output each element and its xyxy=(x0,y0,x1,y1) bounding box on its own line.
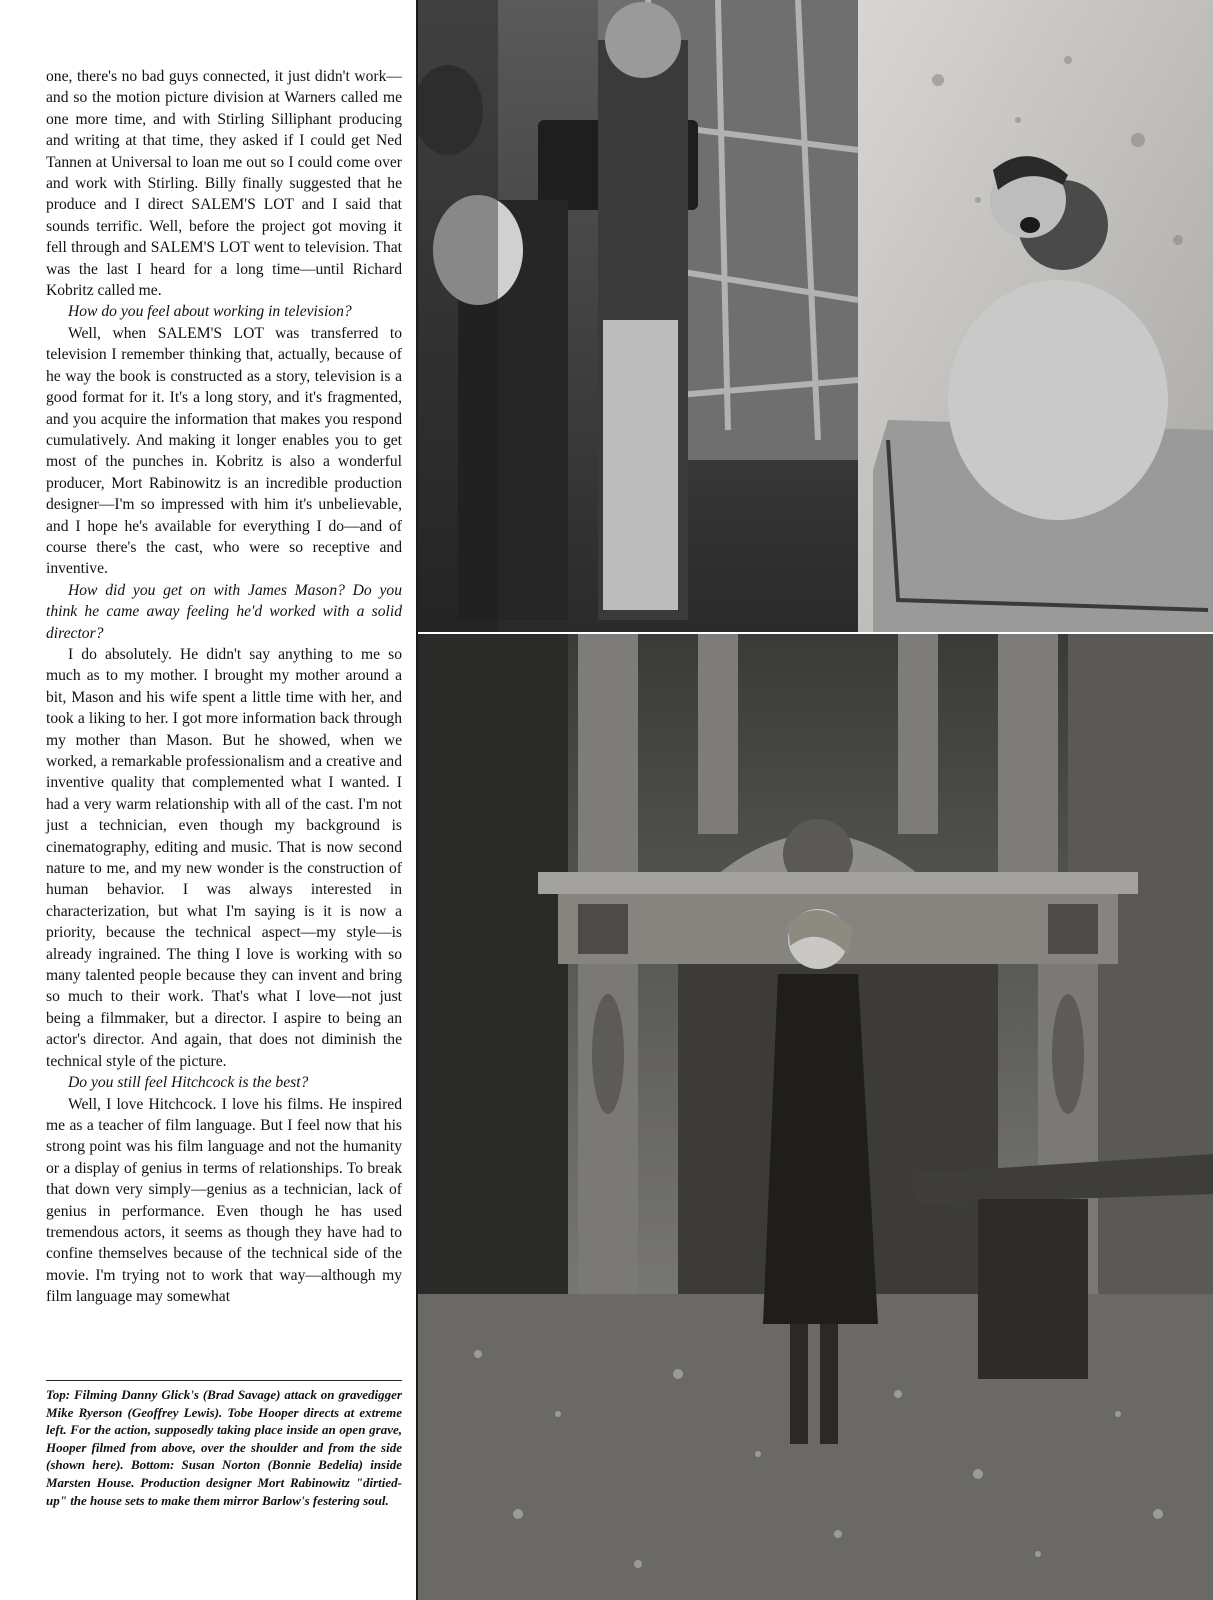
article-paragraph: one, there's no bad guys connected, it just didn't work—and so the motion picture division at Warners called me one more time, and with Stirling Silliphant producing and writing at that time, they asked if I could get Ned Tannen at Universal to loan me out so I could come over and work with Stirling. Billy finally suggested that he produce and I direct SALEM'S LOT and I said that sounds terrific. Well, before the project got moving it fell through and SALEM'S LOT went to television. That was the last I heard for a long time—until Richard Kobritz called me. xyxy=(46,68,402,300)
article-column xyxy=(46,66,402,1308)
photo-caption: Top: Filming Danny Glick's (Brad Savage) attack on gravedigger Mike Ryerson (Geoffrey Lewis). Tobe Hooper directs at extreme left. For the action, supposedly taking place inside an open grave, Hooper filmed from above, over the shoulder and from the side (shown here). Bottom: Susan Norton (Bonnie Bedelia) inside Marsten House. Production designer Mort Rabinowitz "dirtied-up" the house sets to make them mirror Barlow's festering soul. xyxy=(46,1387,402,1508)
photo-filming-grave-scene xyxy=(418,0,1213,632)
photo-top-illustration xyxy=(418,0,1213,632)
interview-question: Do you still feel Hitchcock is the best? xyxy=(68,1074,309,1092)
photo-bottom-illustration xyxy=(418,634,1213,1600)
interview-question: How do you feel about working in television? xyxy=(68,303,352,321)
caption-rule xyxy=(46,1380,402,1381)
photo-marsten-house xyxy=(418,634,1213,1600)
article-paragraph: Well, I love Hitchcock. I love his films. He inspired me as a teacher of film language. But I feel now that his strong point was his film language and not the humanity or a display of genius in terms of relationships. To break that down very simply—genius as a technician, lack of genius in performance. Even though he has used tremendous actors, it seems as though they have had to confine themselves because of the technical side of the movie. I'm trying not to work that way—although my film language may somewhat xyxy=(46,1095,402,1306)
article-paragraph: Well, when SALEM'S LOT was transferred to television I remember thinking that, actually, because of he way the book is constructed as a story, television is a good format for it. It's a long story, and it's fragmented, and you acquire the information that makes you respond cumulatively. And making it longer enables you to get most of the punches in. Kobritz is also a wonderful producer, Mort Rabinowitz is an incredible production designer—I'm so impressed with him it's unbelievable, and I hope he's available for everything I do—and of course there's the cast, who were so receptive and inventive. xyxy=(46,324,402,578)
article-paragraph: I do absolutely. He didn't say anything to me so much as to my mother. I brought my mother around a bit, Mason and his wife spent a little time with her, and took a liking to her. I got more information back through my mother than Mason. But he showed, when we worked, a remarkable professionalism and a creative and inventive quality that complemented what I wanted. I had a very warm relationship with all of the cast. I'm not just a technician, even though my background is cinematography, editing and music. That is now second nature to me, and my new wonder is the construction of human behavior. I was always interested in characterization, but what I'm saying is it is now a priority, because the technical aspect—my style—is already ingrained. The thing I love is working with so many talented people because they can invent and bring so much to their work. That's what I love—not just being a filmmaker, but a director. I aspire to being an actor's director. And again, that does not diminish the technical style of the picture. xyxy=(46,645,402,1070)
interview-question: How did you get on with James Mason? Do you think he came away feeling he'd worked with a solid director? xyxy=(46,581,402,642)
